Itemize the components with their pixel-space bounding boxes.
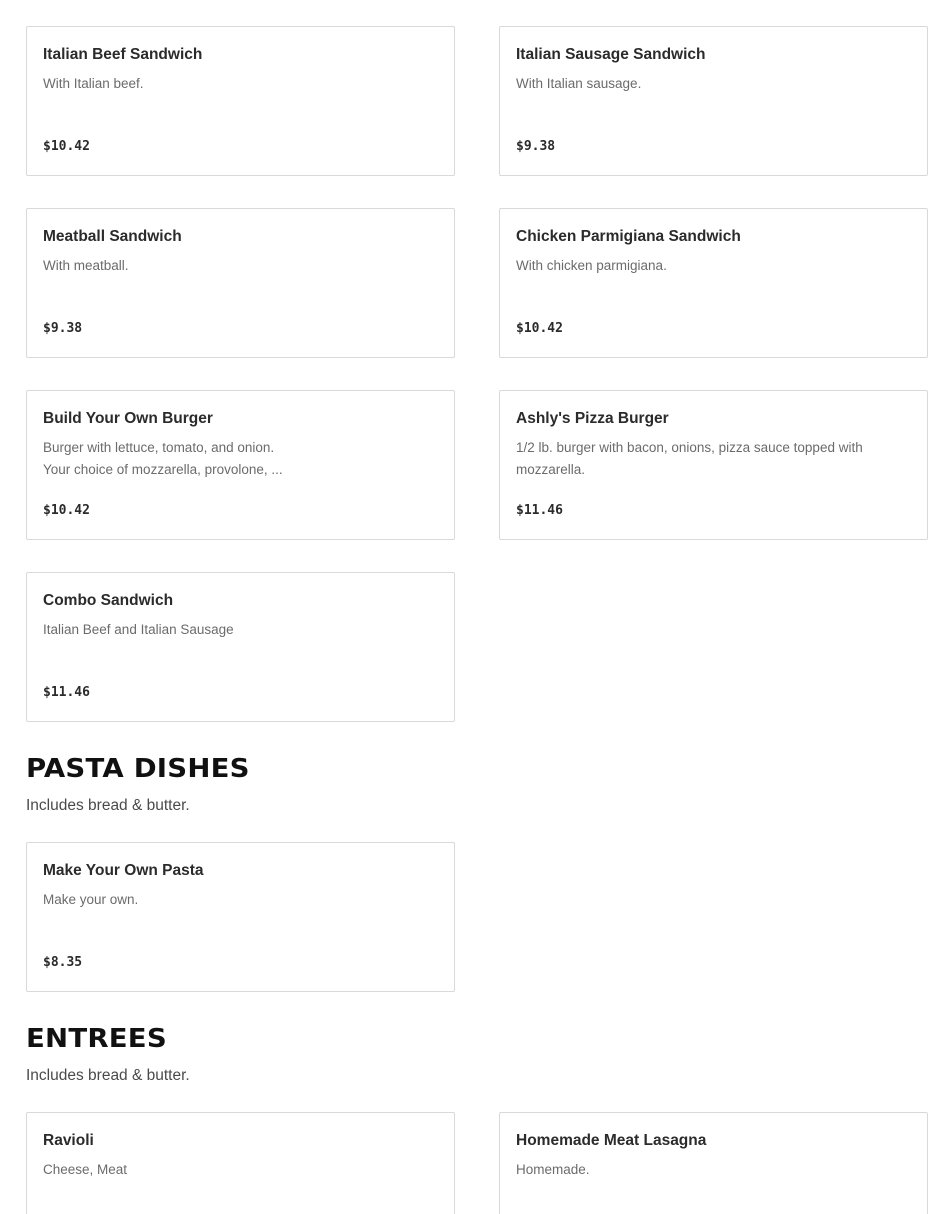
menu-item-description: With meatball. — [43, 258, 129, 273]
section-title-pasta: PASTA DISHES — [26, 754, 250, 784]
menu-item-price: $9.38 — [516, 139, 556, 154]
menu-item-description: With Italian sausage. — [516, 76, 642, 91]
menu-item-description: Burger with lettuce, tomato, and onion. Your choice of mozzarella, provolone, ... — [43, 440, 283, 477]
section-title-entrees: ENTREES — [26, 1024, 167, 1054]
menu-item-card[interactable] — [499, 390, 928, 540]
menu-item-card[interactable] — [26, 1112, 455, 1214]
menu-item-price: $11.46 — [43, 685, 90, 700]
menu-item-description: With Italian beef. — [43, 76, 144, 91]
menu-item-name: Build Your Own Burger — [43, 410, 213, 427]
menu-item-card[interactable] — [26, 572, 455, 722]
menu-item-description: With chicken parmigiana. — [516, 258, 667, 273]
section-subtitle-entrees: Includes bread & butter. — [26, 1067, 190, 1084]
menu-item-card[interactable] — [499, 26, 928, 176]
menu-item-name: Chicken Parmigiana Sandwich — [516, 228, 741, 245]
menu-item-price: $10.42 — [43, 139, 90, 154]
menu-item-card[interactable] — [26, 390, 455, 540]
menu-item-price: $8.35 — [43, 955, 83, 970]
menu-item-name: Homemade Meat Lasagna — [516, 1132, 707, 1149]
menu-item-price: $10.42 — [43, 503, 90, 518]
menu-item-description: Italian Beef and Italian Sausage — [43, 622, 234, 637]
menu-item-name: Combo Sandwich — [43, 592, 174, 609]
menu-item-card[interactable] — [499, 1112, 928, 1214]
menu-item-name: Ravioli — [43, 1132, 94, 1149]
menu-item-name: Meatball Sandwich — [43, 228, 182, 245]
menu-item-description: Homemade. — [516, 1162, 590, 1177]
menu-item-description: Cheese, Meat — [43, 1162, 128, 1177]
menu-item-description: Make your own. — [43, 892, 139, 907]
menu-item-description: 1/2 lb. burger with bacon, onions, pizza sauce topped with mozzarella. — [516, 440, 863, 477]
menu-item-name: Ashly's Pizza Burger — [516, 410, 669, 427]
menu-item-name: Italian Sausage Sandwich — [516, 46, 706, 63]
menu-item-price: $11.46 — [516, 503, 563, 518]
menu-item-card[interactable] — [26, 842, 455, 992]
menu-item-card[interactable] — [499, 208, 928, 358]
menu-item-card[interactable] — [26, 26, 455, 176]
section-subtitle-pasta: Includes bread & butter. — [26, 797, 190, 814]
menu-item-card[interactable] — [26, 208, 455, 358]
menu-item-name: Italian Beef Sandwich — [43, 46, 203, 63]
menu-item-price: $10.42 — [516, 321, 563, 336]
menu-item-name: Make Your Own Pasta — [43, 862, 204, 879]
menu-item-price: $9.38 — [43, 321, 83, 336]
